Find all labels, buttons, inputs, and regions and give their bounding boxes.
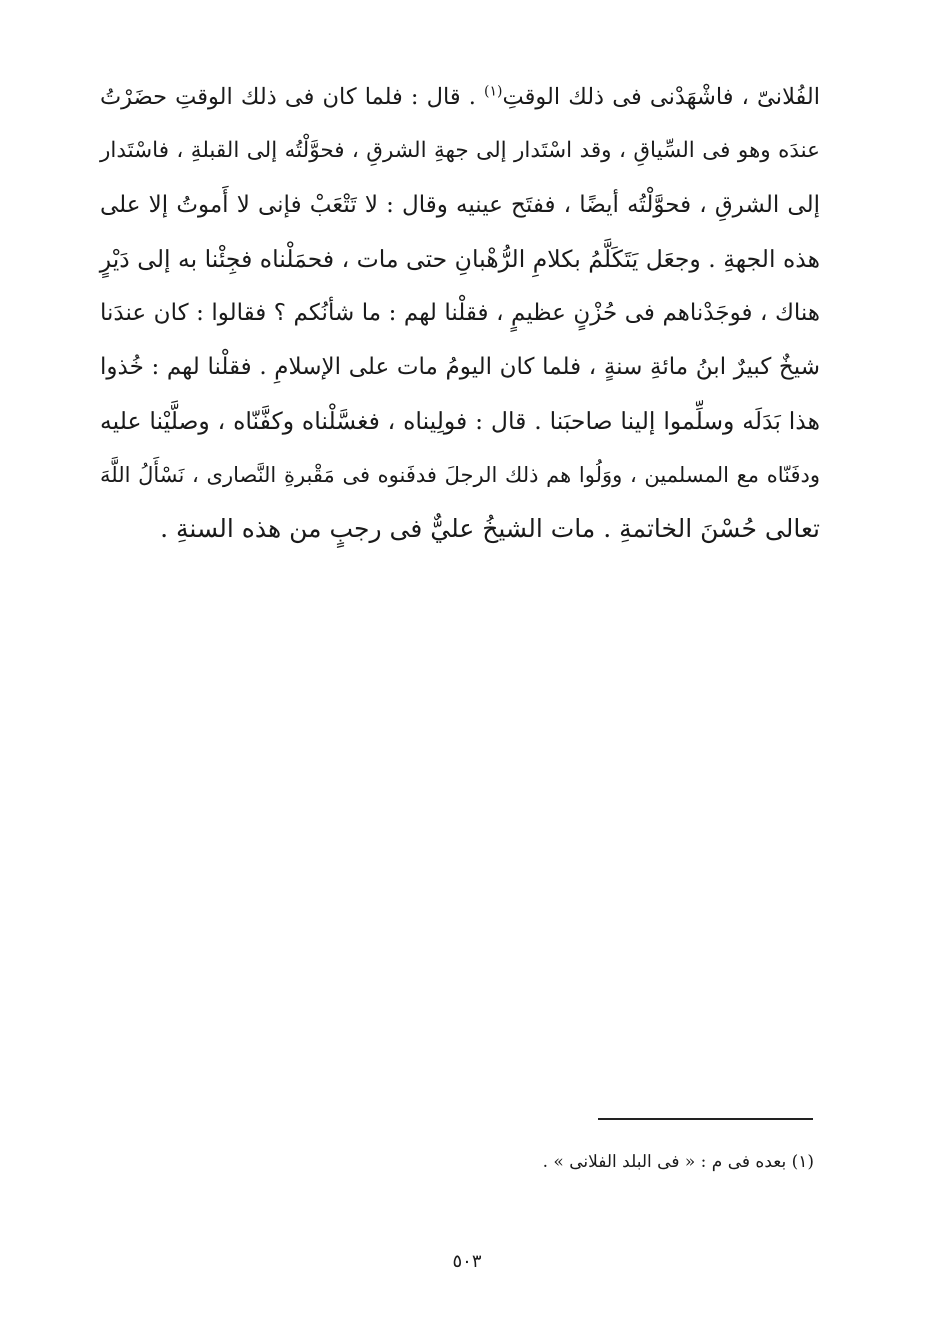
text-line-6: شيخٌ كبيرٌ ابنُ مائةِ سنةٍ ، فلما كان اليومُ مات على الإسلامِ . فقلْنا لهم : خُذوا [100, 354, 820, 380]
footnote: (١) بعده فى م : « فى البلد الفلانى » . [542, 1152, 814, 1172]
text-line-4: هذه الجهةِ . وجعَل يَتَكَلَّمُ بكلامِ الرُّهْبانِ حتى مات ، فحمَلْناه فجِئْنا به إلى دَيْرٍ [99, 245, 820, 273]
text-line-1-after: . قال : فلما كان فى ذلك الوقتِ حضَرْتُ [100, 84, 485, 110]
text-line-3: إلى الشرقِ ، فحوَّلْتُه أيضًا ، ففتَح عينيه وقال : لا تَتْعَبْ فإنى لا أَموتُ إلا على [100, 192, 820, 218]
page-number: ٥٠٣ [452, 1251, 482, 1272]
footnote-divider [598, 1118, 813, 1120]
text-line-5: هناك ، فوجَدْناهم فى حُزْنٍ عظيمٍ ، فقلْنا لهم : ما شأنُكم ؟ فقالوا : كان عندَنا [100, 300, 820, 326]
text-line-2: عندَه وهو فى السِّياقِ ، وقد اسْتَدار إلى جهةِ الشرقِ ، فحوَّلْتُه إلى القبلةِ ، فاسْتَدار [100, 138, 820, 163]
text-line-1 [100, 70, 820, 124]
text-line-7: هذا بَدَلَه وسلِّموا إلينا صاحبَنا . قال : فولِيناه ، فغسَّلْناه وكفَّنّاه ، وصلَّيْنا عليه [100, 407, 820, 435]
footnote-marker: (١) [484, 83, 503, 100]
main-text [100, 70, 820, 556]
text-line-1-before: الفُلانىّ ، فاشْهَدْنى فى ذلك الوقتِ [502, 84, 820, 110]
text-line-8: ودفَنّاه مع المسلمين ، ووَلُوا هم ذلك الرجلَ فدفَنوه فى مَقْبرةِ النَّصارى ، نَسْأَلُ اللَّهَ [100, 463, 820, 487]
text-line-9: تعالى حُسْنَ الخاتمةِ . مات الشيخُ عليٌّ فى رجبٍ من هذه السنةِ . [160, 514, 820, 543]
